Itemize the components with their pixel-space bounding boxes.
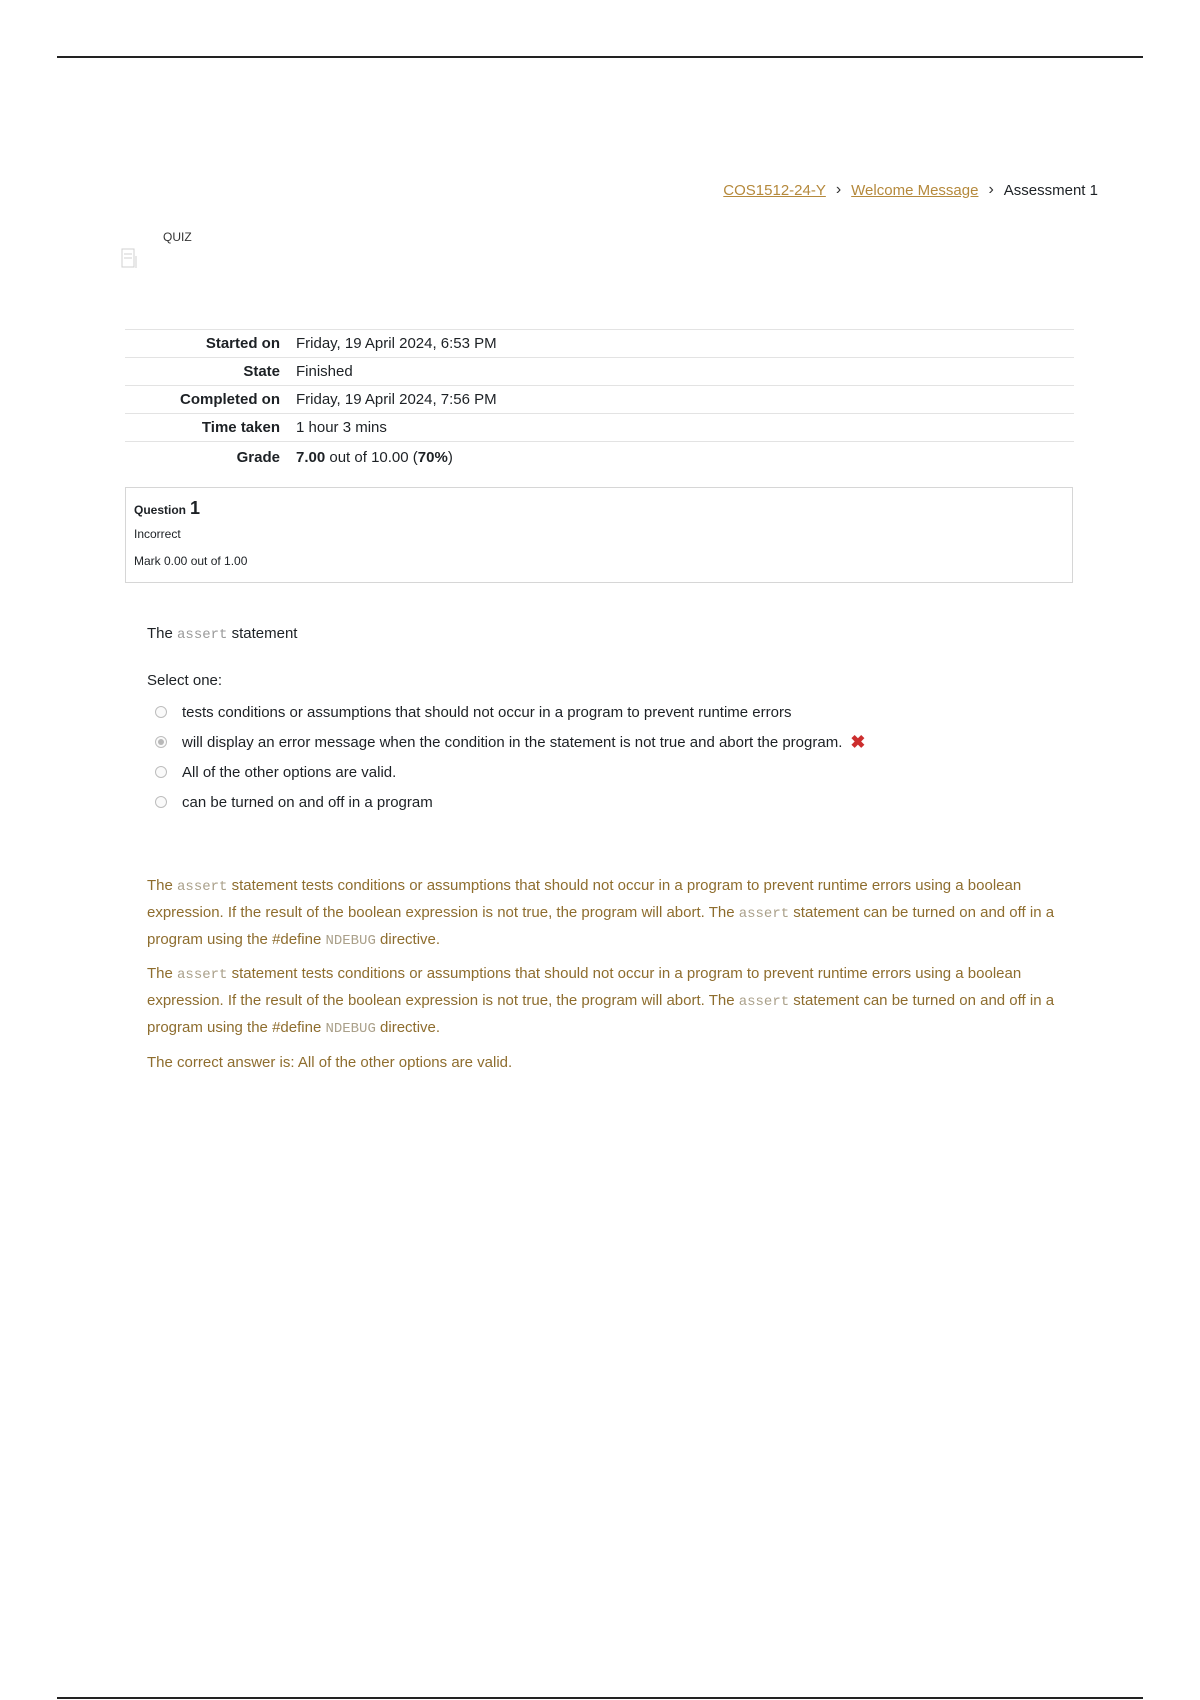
answer-option[interactable] xyxy=(155,787,865,817)
feedback-text: directive. xyxy=(375,1019,441,1036)
completed-value: Friday, 19 April 2024, 7:56 PM xyxy=(296,391,497,408)
grade-end: ) xyxy=(447,448,453,466)
answer-option-label: will display an error message when the condition in the statement is not true and abort the program. xyxy=(182,733,843,751)
feedback-text: statement can be turned on and off in a program using the #define xyxy=(147,992,1055,1036)
activity-type-label: QUIZ xyxy=(163,230,192,244)
general-feedback xyxy=(147,873,1062,954)
question-text-pre: The xyxy=(147,625,178,642)
feedback-code: NDEBUG xyxy=(325,1021,376,1037)
feedback-code: assert xyxy=(177,879,228,895)
started-label: Started on xyxy=(205,335,280,352)
question-state: Incorrect xyxy=(134,527,181,541)
feedback-section xyxy=(147,873,1062,1083)
summary-row-time xyxy=(125,414,1074,442)
completed-label: Completed on xyxy=(180,391,280,408)
answer-option-label: All of the other options are valid. xyxy=(182,763,397,781)
answer-option-label: tests conditions or assumptions that should not occur in a program to prevent runtime errors xyxy=(182,703,792,721)
radio-button[interactable] xyxy=(155,766,167,778)
feedback-text: statement can be turned on and off in a program using the #define xyxy=(147,904,1055,948)
chevron-right-icon: › xyxy=(988,181,994,198)
summary-row-started xyxy=(125,330,1074,358)
started-value: Friday, 19 April 2024, 6:53 PM xyxy=(296,335,497,352)
question-label: Question xyxy=(134,503,187,517)
answer-options xyxy=(155,697,865,817)
select-prompt: Select one: xyxy=(147,672,223,689)
summary-row-completed xyxy=(125,386,1074,414)
page-bottom-rule xyxy=(57,1697,1143,1699)
incorrect-icon: ✖ xyxy=(850,731,866,752)
feedback-code: assert xyxy=(738,906,790,922)
question-info-box xyxy=(125,487,1073,583)
answer-option[interactable] xyxy=(155,697,865,727)
feedback-text: The xyxy=(147,877,178,894)
breadcrumb-current: Assessment 1 xyxy=(1003,181,1098,199)
question-num: 1 xyxy=(190,498,201,518)
feedback-text: directive. xyxy=(375,931,441,948)
specific-feedback xyxy=(147,961,1062,1042)
state-value: Finished xyxy=(296,363,353,380)
radio-button-checked[interactable] xyxy=(155,736,167,748)
grade-value xyxy=(296,442,1074,473)
question-number xyxy=(134,498,200,519)
feedback-code: assert xyxy=(177,967,228,983)
question-text-code: assert xyxy=(177,627,228,643)
question-mark: Mark 0.00 out of 1.00 xyxy=(134,554,248,568)
feedback-code: NDEBUG xyxy=(325,933,376,949)
grade-mid: out of 10.00 ( xyxy=(325,448,418,466)
feedback-text: The xyxy=(147,965,178,982)
summary-row-state xyxy=(125,358,1074,386)
state-label: State xyxy=(243,363,280,380)
grade-percent: 70% xyxy=(417,448,448,466)
chevron-right-icon: › xyxy=(835,181,842,198)
breadcrumb xyxy=(723,181,1098,199)
quiz-icon xyxy=(121,248,139,270)
grade-label: Grade xyxy=(236,448,280,466)
grade-score: 7.00 xyxy=(296,448,326,466)
feedback-code: assert xyxy=(738,994,790,1010)
question-text xyxy=(147,625,297,643)
radio-button[interactable] xyxy=(155,706,167,718)
page-top-rule xyxy=(57,56,1143,58)
summary-row-grade xyxy=(125,442,1074,473)
answer-option-label: can be turned on and off in a program xyxy=(182,793,433,811)
time-value: 1 hour 3 mins xyxy=(296,419,387,436)
feedback-text: statement tests conditions or assumptions that should not occur in a program to prevent runtime errors using a boolean expression. If the result of the boolean expression is not true, the program will abort. The xyxy=(147,965,1022,1009)
attempt-summary-table xyxy=(125,329,1074,472)
feedback-text: statement tests conditions or assumptions that should not occur in a program to prevent runtime errors using a boolean expression. If the result of the boolean expression is not true, the program will abort. The xyxy=(147,877,1022,921)
breadcrumb-course-link[interactable]: COS1512-24-Y xyxy=(723,181,826,199)
radio-button[interactable] xyxy=(155,796,167,808)
answer-option[interactable] xyxy=(155,757,865,787)
question-text-post: statement xyxy=(227,625,298,642)
correct-answer: The correct answer is: All of the other options are valid. xyxy=(147,1054,513,1071)
time-label: Time taken xyxy=(201,419,280,436)
breadcrumb-section-link[interactable]: Welcome Message xyxy=(851,181,979,199)
answer-option-selected[interactable] xyxy=(155,727,865,757)
